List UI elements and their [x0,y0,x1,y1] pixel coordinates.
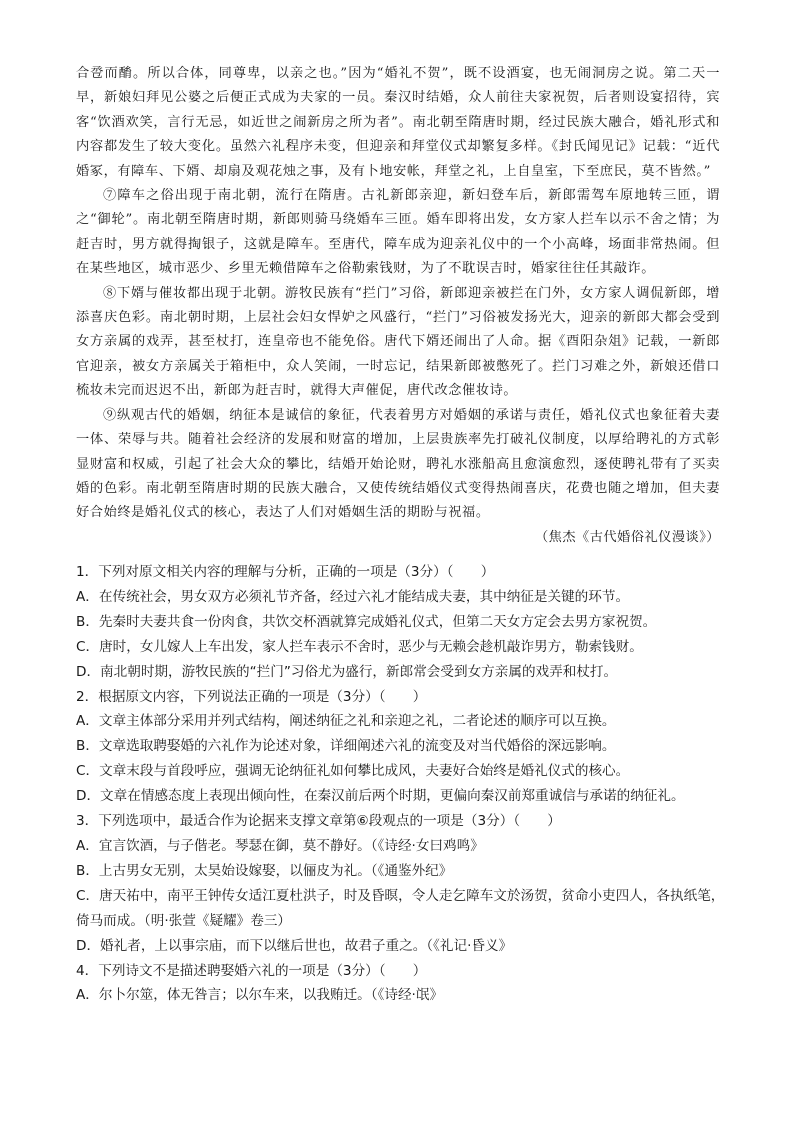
option-c: C．唐天祐中，南平王钟传女适江夏杜洪子，时及昏暝，令人走乞障车文於汤贺，贫命小吏四人，各执纸笔，倚马而成。（明·张萱《疑耀》卷三） [76,887,725,929]
passage-paragraph-1: 合卺而酳。所以合体，同尊卑，以亲之也。”因为“婚礼不贺”，既不设酒宴，也无闹洞房之说。第二天一早，新娘妇拜见公婆之后便正式成为夫家的一员。秦汉时结婚，众人前往夫家祝贺，后者则设宴招待，宾客“饮酒欢笑，言行无忌，如近世之闹新房之所为者”。南北朝至隋唐时期，经过民族大融合，婚礼形式和内容都发生了较大变化。虽然六礼程序未变，但迎亲和拜堂仪式却繁复多样。《封氏闻见记》记载：“近代婚冢，有障车、下婿、却扇及观花烛之事，及有卜地安帐，拜堂之礼，上自皇室，下至庶民，莫不皆然。” [76,66,720,179]
question-stem: 4．下列诗文不是描述聘娶婚六礼的一项是（3分）（ ） [76,962,427,979]
passage-paragraph-7: ⑦障车之俗出现于南北朝，流行在隋唐。古礼新郎亲迎，新妇登车后，新郎需驾车原地转三匝，谓之“御轮”。南北朝至隋唐时期，新郎则骑马绕婚车三匝。婚车即将出发，女方家人拦车以示不舍之情；为赶吉时，男方就得掏银子，这就是障车。至唐代，障车成为迎亲礼仪中的一个小高峰，场面非常热闹。但在某些地区，城市恶少、乡里无赖借障车之俗勒索钱财，为了不耽误吉时，婚家往往任其敲诈。 [76,188,720,277]
question-1 [76,560,726,685]
option-c: C．文章末段与首段呼应，强调无论纳征礼如何攀比成风，夫妻好合始终是婚礼仪式的核心。 [76,763,630,780]
question-2 [76,685,726,810]
passage-paragraph-9: ⑨纵观古代的婚姻，纳征本是诚信的象征，代表着男方对婚姻的承诺与责任，婚礼仪式也象征着夫妻一体、荣辱与共。随着社会经济的发展和财富的增加，上层贵族率先打破礼仪制度，以厚给聘礼的方式彰显财富和权威，引起了社会大众的攀比，结婚开始论财，聘礼水涨船高且愈演愈烈，逐使聘礼带有了买卖婚的色彩。南北朝至隋唐时期的民族大融合，又使传统结婚仪式变得热闹喜庆，花费也随之增加，但夫妻好合始终是婚礼仪式的核心，表达了人们对婚姻生活的期盼与祝福。 [76,407,720,521]
passage-paragraph-8: ⑧下婿与催妆都出现于北朝。游牧民族有“拦门”习俗，新郎迎亲被拦在门外，女方家人调侃新郎，增添喜庆色彩。南北朝时期，上层社会妇女悍妒之风盛行，“拦门”习俗被发扬光大，迎亲的新郎大都会受到女方亲属的戏弄，甚至杖打，连皇帝也不能免俗。唐代下婿还闹出了人命。据《酉阳杂俎》记载，一新郎官迎亲，被女方亲属关于箱柜中，众人笑闹，一时忘记，结果新郎被憋死了。拦门习难之外，新娘还借口梳妆未完而迟迟不出，新郎为赶吉时，就得大声催促，唐代改念催妆诗。 [76,285,720,399]
option-b: B．先秦时夫妻共食一份肉食，共饮交杯酒就算完成婚礼仪式，但第二天女方定会去男方家祝贺。 [76,613,657,630]
option-c: C．唐时，女儿嫁人上车出发，家人拦车表示不舍时，恶少与无赖会趁机敲诈男方，勒索钱财。 [76,638,643,655]
question-3 [76,809,726,958]
option-d: D．婚礼者，上以事宗庙，而下以继后世也，故君子重之。（《礼记·昏义》 [76,937,513,954]
option-d: D．文章在情感态度上表现出倾向性，在秦汉前后两个时期，更偏向秦汉前郑重诚信与承诺的纳征礼。 [76,788,685,805]
option-a: A．文章主体部分采用并列式结构，阐述纳征之礼和亲迎之礼，二者论述的顺序可以互换。 [76,713,616,730]
question-stem: 3．下列选项中，最适合作为论据来支撑文章第⑥段观点的一项是（3分）（ ） [76,813,561,830]
option-a: A．宜言饮酒，与子偕老。琴瑟在御，莫不静好。（《诗经·女曰鸡鸣》 [76,837,484,854]
option-a: A．尔卜尔筮，体无咎言；以尔车来，以我贿迁。（《诗经·氓》 [76,987,444,1004]
passage-source: （焦杰《古代婚俗礼仪漫谈》） [534,529,720,545]
reading-passage [76,62,720,550]
question-stem: 2．根据原文内容，下列说法正确的一项是（3分）（ ） [76,688,427,705]
question-list [76,560,726,1008]
option-b: B．上古男女无别，太昊始设嫁娶，以俪皮为礼。（《通鉴外纪》 [76,862,453,879]
question-4 [76,959,726,1009]
option-d: D．南北朝时期，游牧民族的“拦门”习俗尤为盛行，新郎常会受到女方亲属的戏弄和杖打。 [76,663,618,680]
option-a: A．在传统社会，男女双方必须礼节齐备，经过六礼才能结成夫妻，其中纳征是关键的环节。 [76,588,630,605]
option-b: B．文章选取聘娶婚的六礼作为论述对象，详细阐述六礼的流变及对当代婚俗的深远影响。 [76,738,616,755]
question-stem: 1．下列对原文相关内容的理解与分析，正确的一项是（3分）（ ） [76,564,495,580]
